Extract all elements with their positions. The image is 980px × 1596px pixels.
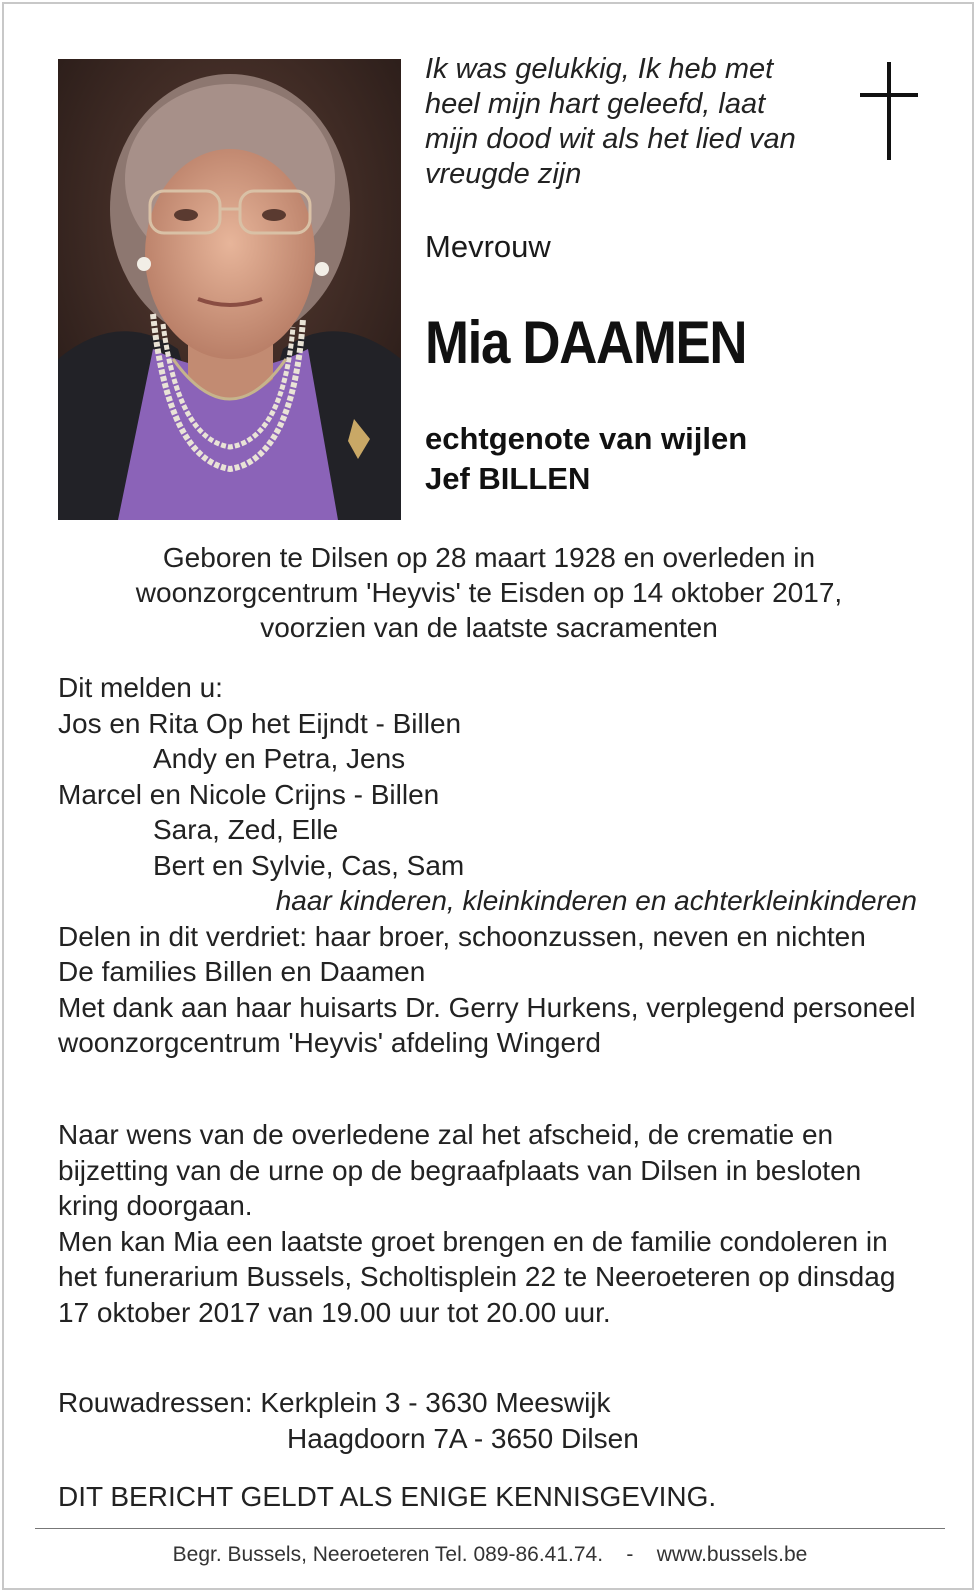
honorific: Mevrouw xyxy=(425,229,551,264)
portrait-illustration xyxy=(58,59,401,520)
family-line: Bert en Sylvie, Cas, Sam xyxy=(153,849,465,881)
family-announcement xyxy=(58,670,928,1061)
birth-death-info xyxy=(58,540,920,645)
spouse-name: Jef BILLEN xyxy=(425,461,591,496)
cross-icon xyxy=(860,62,920,160)
family-families: De families Billen en Daamen xyxy=(58,956,426,987)
visitation-paragraph: Men kan Mia een laatste groet brengen en de familie condoleren in het funerarium Bussels, Scholtisplein 22 te Neeroeteren op dinsdag 17 oktober 2017 van 19.00 uur tot 20.00 uur. xyxy=(58,1225,896,1328)
footer-divider xyxy=(35,1528,945,1529)
family-line: Andy en Petra, Jens xyxy=(153,743,406,774)
portrait-photo xyxy=(58,59,401,520)
arrangements-paragraph: Naar wens van de overledene zal het afscheid, de crematie en bijzetting van de urne op de begraafplaats van Dilsen in besloten kring doorgaan. xyxy=(58,1119,862,1221)
footer-separator: - xyxy=(626,1543,634,1566)
family-sharing: Delen in dit verdriet: haar broer, schoonzussen, neven en nichten xyxy=(58,920,866,952)
birth-line: Geboren te Dilsen op 28 maart 1928 en overleden in xyxy=(162,542,816,573)
family-line: Jos en Rita Op het Eijndt - Billen xyxy=(58,707,462,739)
address-line: Kerkplein 3 - 3630 Meeswijk xyxy=(260,1387,611,1418)
family-intro: Dit melden u: xyxy=(58,672,223,703)
family-relation: haar kinderen, kleinkinderen en achterkleinkinderen xyxy=(275,885,917,916)
spouse-info xyxy=(425,419,747,499)
website-link[interactable]: www.bussels.be xyxy=(656,1543,808,1566)
spouse-relation: echtgenote van wijlen xyxy=(425,421,748,456)
deceased-name: Mia DAAMEN xyxy=(425,309,747,376)
memorial-poem: Ik was gelukkig, Ik heb met heel mijn hart geleefd, laat mijn dood wit als het lied van vreugde zijn xyxy=(425,53,796,190)
death-line: woonzorgcentrum 'Heyvis' te Eisden op 14 oktober 2017, xyxy=(135,577,843,608)
funeral-home-info: Begr. Bussels, Neeroeteren Tel. 089-86.41.74. xyxy=(172,1543,604,1566)
family-line: Sara, Zed, Elle xyxy=(153,814,339,845)
sacraments-line: voorzien van de laatste sacramenten xyxy=(260,612,718,643)
mourning-addresses xyxy=(58,1385,928,1456)
family-line: Marcel en Nicole Crijns - Billen xyxy=(58,778,440,810)
family-thanks: Met dank aan haar huisarts Dr. Gerry Hurkens, verplegend personeel woonzorgcentrum 'Heyvis' afdeling Wingerd xyxy=(58,991,916,1058)
addresses-label: Rouwadressen: xyxy=(58,1387,253,1418)
footer xyxy=(0,1543,980,1567)
funeral-arrangements xyxy=(58,1117,928,1330)
address-line: Haagdoorn 7A - 3650 Dilsen xyxy=(287,1422,639,1454)
notice-text: DIT BERICHT GELDT ALS ENIGE KENNISGEVING. xyxy=(58,1481,717,1512)
